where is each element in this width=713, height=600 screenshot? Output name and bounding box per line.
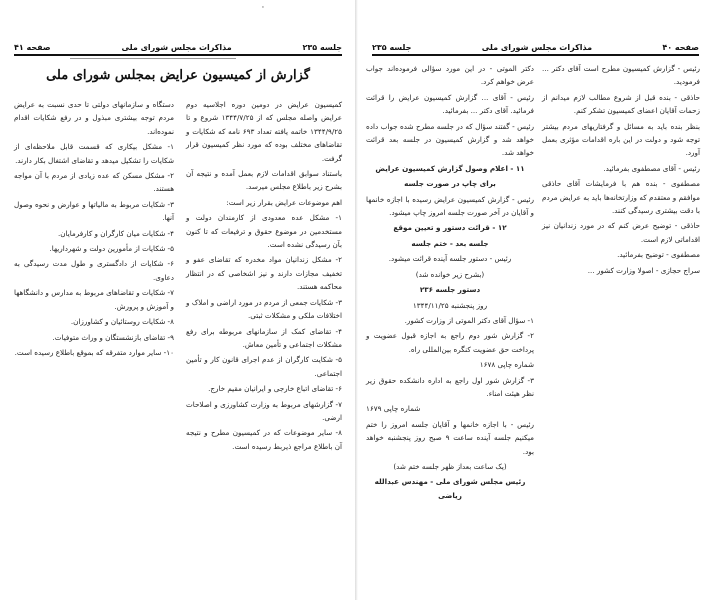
text-column-left (366, 62, 534, 504)
session-number: جلسه ۲۳۵ (372, 43, 412, 52)
section-heading: ۱۱ - اعلام وصول گزارش کمیسیون عرایض (375, 163, 525, 173)
paragraph: ۱۰- سایر موارد متفرقه که بموقع باطلاع رسیده است. (14, 347, 174, 357)
paragraph: کمیسیون عرایض در دومین دوره اجلاسیه دوم عرایض واصله مجلس که از ۱۳۴۴/۷/۲۵ شروع و تا ۱۳۴۴/۹/۲۵ خاتمه یافته تعداد ۶۹۳ نامه که شکایات و تقاضاهای مختلف بوده که مورد نظر کمیسیون قرار گرفت. (186, 100, 343, 163)
paragraph: ۲- مشکل زندانیان مواد مخدره که تقاضای عفو و تخفیف مجازات دارند و نیز اشخاصی که در انتظار محاکمه هستند. (186, 255, 342, 292)
paragraph: ۷- گزارشهای مربوط به وزارت کشاورزی و اصلاحات ارضی. (186, 399, 342, 422)
signature-line: رئیس مجلس شورای ملی - مهندس عبدالله ریاضی (374, 477, 526, 500)
paragraph: رئیس - گزارش کمیسیون عرایض رسیده با اجازه خانمها و آقایان در آخر صورت جلسه امروز چاپ میشود. (366, 194, 534, 218)
running-title: مذاکرات مجلس شورای ملی (121, 43, 232, 52)
paragraph: ۶- تقاضای اتباع خارجی و ایرانیان مقیم خارج. (208, 384, 342, 394)
agenda-item: ۳- گزارش شور اول راجع به اداره دانشکده حقوق زیر نظر هیئت امناء. (366, 375, 534, 398)
report-title: گزارش از کمیسیون عرایض بمجلس شورای ملی (46, 68, 310, 83)
paragraph: ۴- شکایات میان کارگران و کارفرمایان. (57, 228, 174, 238)
left-page (0, 0, 356, 600)
paragraph: ۱- مشکل بیکاری که قسمت قابل ملاحظه‌ای از شکایات را تشکیل میدهد و تقاضای اشتغال بکار دارند. (14, 142, 174, 165)
running-title: مذاکرات مجلس شورای ملی (481, 43, 593, 52)
page-number: صفحه ۴۱ (14, 43, 51, 52)
paragraph: رئیس - گفتند سؤال که در جلسه مطرح شده جواب داده خواهد شد و گزارش کمیسیون در جلسه بعد قرائت خواهد شد. (366, 121, 534, 158)
text-column-left (14, 98, 174, 361)
note: (یک ساعت بعداز ظهر جلسه ختم شد) (393, 461, 507, 471)
print-number: شماره چاپی ۱۶۷۹ (366, 404, 421, 414)
section-heading: جلسه بعد - ختم جلسه (411, 238, 489, 248)
paragraph: ۹- تقاضای بازنشستگان و وراث متوفیات. (52, 332, 174, 342)
paragraph: رئیس - گزارش کمیسیون مطرح است آقای دکتر ... فرمودید. (542, 64, 700, 87)
paragraph: ۷- شکایات و تقاضاهای مربوط به مدارس و دانشگاهها و آموزش و پرورش. (14, 288, 174, 311)
agenda-date: روز پنجشنبه ۱۳۴۴/۱۱/۲۵ (412, 300, 488, 310)
agenda-item: ۲- گزارش شور دوم راجع به اجازه قبول عضویت و پرداخت حق عضویت کنگره بین‌المللی راه. (366, 331, 534, 354)
session-number: جلسه ۲۳۵ (302, 43, 342, 52)
paragraph: ۲- مشکل مسکن که عده زیادی از مردم با آن مواجه هستند. (14, 171, 174, 194)
note: (بشرح زیر خوانده شد) (415, 269, 485, 279)
scan-mark: ' (262, 5, 264, 13)
page-number: صفحه ۴۰ (662, 43, 699, 52)
paragraph: ۴- تقاضای کمک از سازمانهای مربوطه برای رفع مشکلات اجتماعی و تأمین معاش. (186, 326, 342, 349)
paragraph: ۱- مشکل عده معدودی از کارمندان دولت و مستخدمین در موضوع حقوق و ترفیعات که تا کنون بآن رسیدگی نشده است. (186, 213, 342, 250)
header-subrule (70, 58, 236, 59)
paragraph: دستگاه و سازمانهای دولتی تا حدی نسبت به عرایض مردم توجه بیشتری مبذول و در رفع شکایات اقدام نموده‌اند. (14, 100, 174, 136)
paragraph: سراج حجازی - اصولا وزارت کشور ... (587, 265, 700, 275)
paragraph: مصطفوی - بنده هم با فرمایشات آقای حاذقی موافقم و معتقدم که وزارتخانه‌ها باید به عرایض مردم با دقت بیشتری رسیدگی کنند. (542, 179, 700, 216)
page-header (14, 38, 342, 52)
paragraph: اهم موضوعات عرایض بقرار زیر است: (226, 197, 342, 207)
paragraph: رئیس - دستور جلسه آینده قرائت میشود. (388, 254, 512, 264)
paragraph: رئیس - با اجازه خانمها و آقایان جلسه امروز را ختم میکنیم جلسه آینده ساعت ۹ صبح روز پنجشنبه خواهد بود. (366, 419, 534, 456)
print-number: شماره چاپی ۱۶۷۸ (479, 360, 534, 370)
header-rule (14, 54, 342, 56)
right-page (358, 0, 713, 600)
paragraph: رئیس - آقای ... گزارش کمیسیون عرایض را قرائت فرمائید. آقای دکتر ... بفرمائید. (366, 92, 534, 116)
paragraph: ۵- شکایت کارگران از عدم اجرای قانون کار و تأمین اجتماعی. (186, 355, 342, 378)
page-header (372, 38, 699, 52)
paragraph: رئیس - آقای مصطفوی بفرمائید. (603, 163, 700, 173)
paragraph: بنظر بنده باید به مسائل و گرفتاریهای مردم بیشتر توجه شود و دولت در این باره اقدامات مؤثری بعمل آورد. (542, 121, 700, 158)
paragraph: ۸- شکایات روستائیان و کشاورزان. (70, 317, 174, 327)
section-heading: برای چاپ در صورت جلسه (404, 179, 496, 189)
section-heading: ۱۲ - قرائت دستور و تعیین موقع (393, 223, 507, 233)
section-heading: دستور جلسه ۲۳۶ (419, 285, 481, 295)
paragraph: ۳- شکایات جمعی از مردم در مورد اراضی و املاک و اختلافات ملکی و مشکلات ثبتی. (186, 297, 342, 321)
paragraph: دکتر الموتی - در این مورد سؤالی فرموده‌اند جواب عرض خواهم کرد. (366, 64, 534, 87)
paragraph: باستناد سوابق اقدامات لازم بعمل آمده و نتیجه آن بشرح زیر باطلاع مجلس میرسد. (186, 169, 342, 192)
paragraph: ۶- شکایات از دادگستری و طول مدت رسیدگی به دعاوی. (14, 259, 174, 282)
text-column-right (542, 62, 700, 279)
paragraph: ۸- سایر موضوعات که در کمیسیون مطرح و نتیجه آن باطلاع مراجع ذیربط رسیده است. (186, 428, 342, 451)
paragraph: مصطفوی - توضیح بفرمائید. (617, 250, 700, 260)
text-column-right (186, 98, 342, 455)
header-rule (372, 54, 699, 56)
paragraph: حاذقی - توضیح عرض کنم که در مورد زندانیان نیز اقداماتی لازم است. (542, 221, 700, 244)
agenda-item: ۱- سؤال آقای دکتر الموتی از وزارت کشور. (404, 315, 534, 325)
paragraph: حاذقی - بنده قبل از شروع مطالب لازم میدانم از زحمات آقایان اعضای کمیسیون تشکر کنم. (542, 92, 700, 116)
paragraph: ۳- شکایات مربوط به مالیاتها و عوارض و نحوه وصول آنها. (14, 199, 174, 223)
paragraph: ۵- شکایات از مأمورین دولت و شهرداریها. (49, 244, 174, 254)
